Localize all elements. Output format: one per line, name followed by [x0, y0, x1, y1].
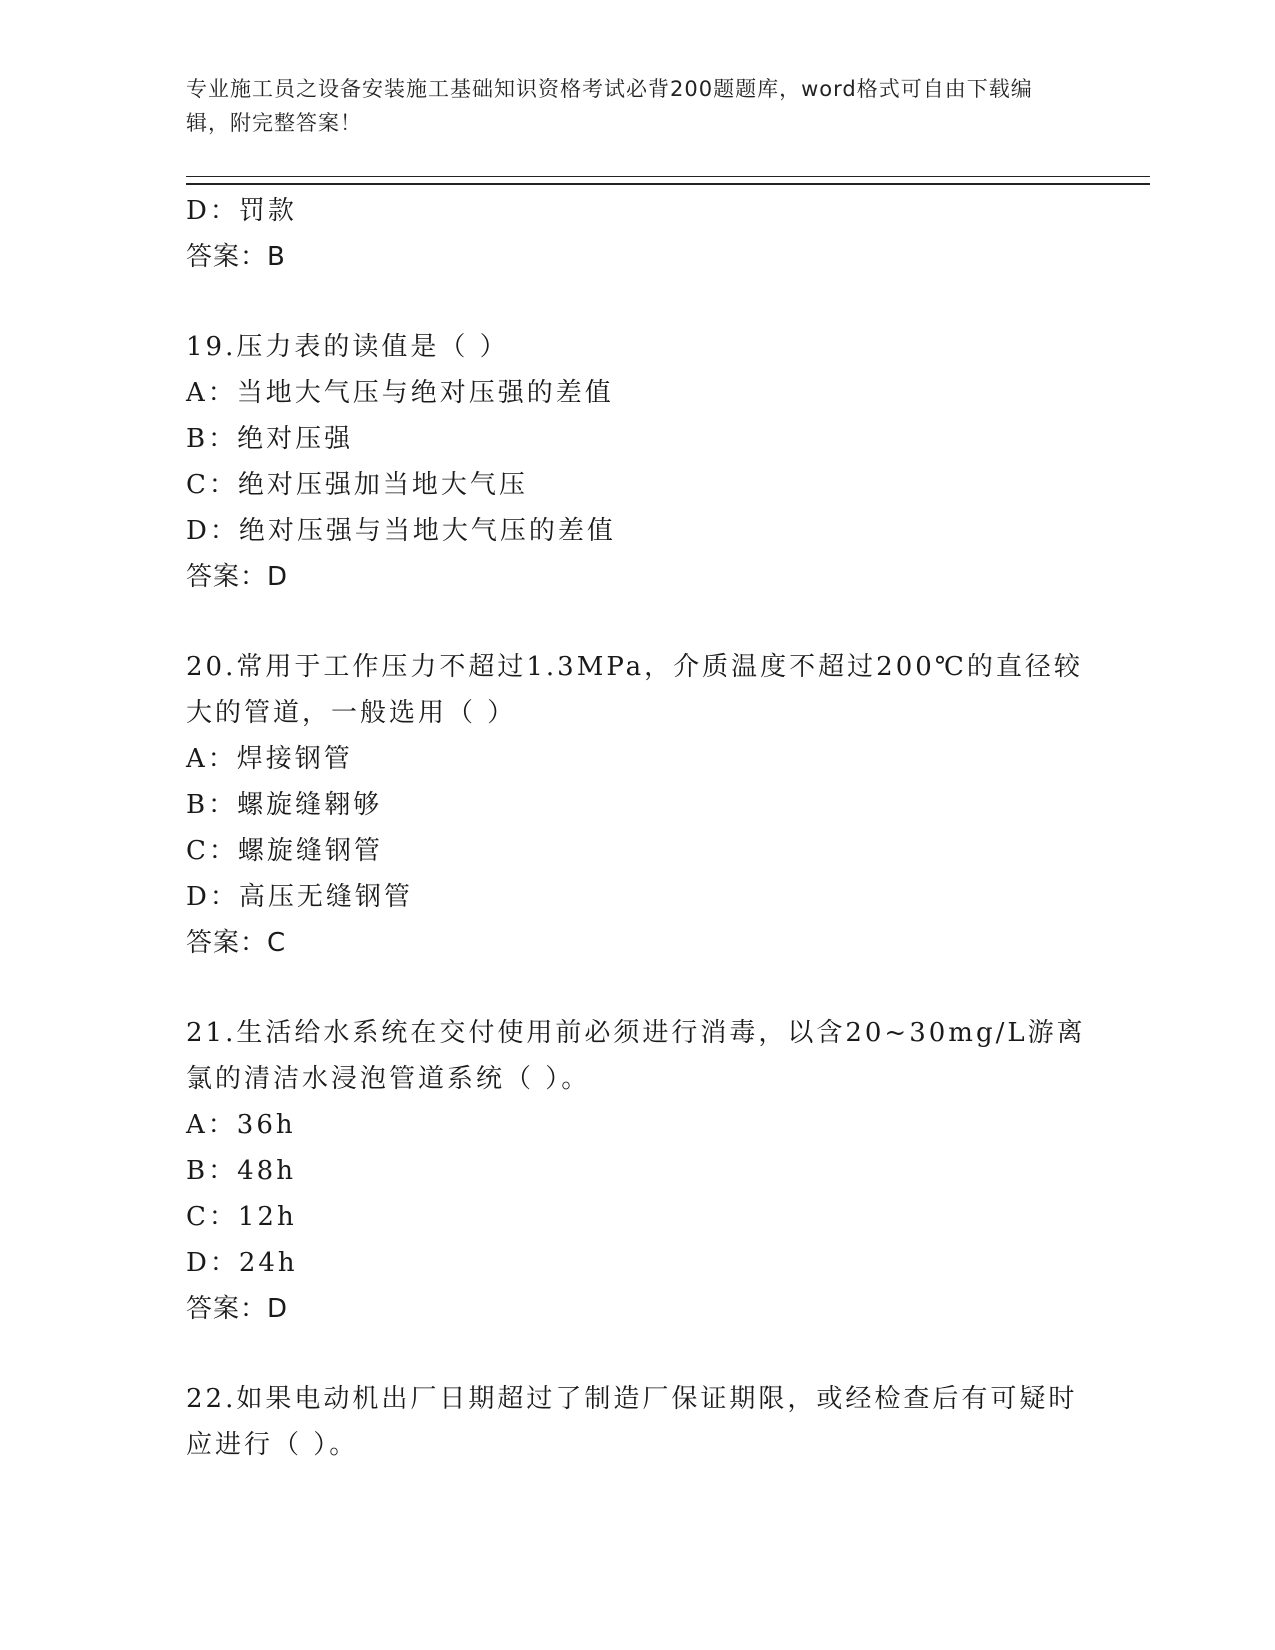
previous-question-tail	[186, 188, 1086, 280]
option-a: A：36h	[186, 1110, 296, 1140]
option-d: D：高压无缝钢管	[186, 882, 413, 912]
question-stem: 22.如果电动机出厂日期超过了制造厂保证期限，或经检查后有可疑时应进行（ ）。	[186, 1384, 1078, 1460]
answer-line: 答案：C	[186, 928, 287, 958]
option-c: C：绝对压强加当地大气压	[186, 470, 528, 500]
question-stem: 19.压力表的读值是（ ）	[186, 332, 509, 362]
option-b: B：螺旋缝翱够	[186, 790, 383, 820]
option-c: C：螺旋缝钢管	[186, 836, 383, 866]
question-content	[186, 188, 1086, 1468]
option-c: C：12h	[186, 1202, 297, 1232]
question-20	[186, 644, 1086, 966]
answer-line: 答案：D	[186, 1294, 289, 1324]
option-b: B：绝对压强	[186, 424, 354, 454]
question-stem: 21.生活给水系统在交付使用前必须进行消毒，以含20~30mg/L游离氯的清洁水浸泡管道系统（ ）。	[186, 1018, 1086, 1094]
question-22	[186, 1376, 1086, 1468]
question-21	[186, 1010, 1086, 1332]
document-title: 专业施工员之设备安装施工基础知识资格考试必背200题题库，word格式可自由下载编辑，附完整答案！	[186, 77, 1033, 135]
header-divider	[186, 176, 1150, 185]
option-d: D：绝对压强与当地大气压的差值	[186, 516, 616, 546]
answer-line: 答案：D	[186, 562, 289, 592]
option-d: D：罚款	[186, 196, 297, 226]
question-19	[186, 324, 1086, 600]
question-stem: 20.常用于工作压力不超过1.3MPa，介质温度不超过200℃的直径较大的管道，一般选用（ ）	[186, 652, 1083, 728]
option-a: A：当地大气压与绝对压强的差值	[186, 378, 614, 408]
answer-line: 答案：B	[186, 242, 286, 272]
option-b: B：48h	[186, 1156, 296, 1186]
option-d: D：24h	[186, 1248, 298, 1278]
option-a: A：焊接钢管	[186, 744, 353, 774]
page-header	[186, 72, 1066, 140]
